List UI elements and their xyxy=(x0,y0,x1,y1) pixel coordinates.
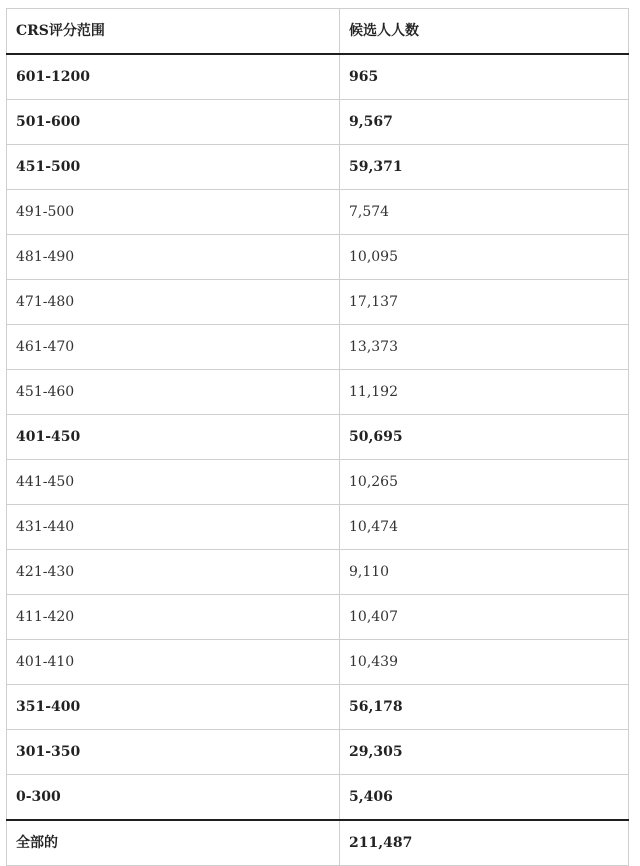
cell-candidate-count: 10,095 xyxy=(340,235,629,280)
cell-candidate-count: 17,137 xyxy=(340,280,629,325)
table-header-row xyxy=(7,9,629,55)
cell-candidate-count: 9,567 xyxy=(340,100,629,145)
table-row xyxy=(7,415,629,460)
cell-candidate-count: 10,407 xyxy=(340,595,629,640)
crs-distribution-table-container xyxy=(6,8,628,866)
cell-candidate-count: 10,265 xyxy=(340,460,629,505)
cell-candidate-count: 59,371 xyxy=(340,145,629,190)
cell-crs-range: 401-410 xyxy=(7,640,340,685)
table-row xyxy=(7,325,629,370)
cell-candidate-count: 50,695 xyxy=(340,415,629,460)
table-row xyxy=(7,775,629,821)
cell-candidate-count: 11,192 xyxy=(340,370,629,415)
cell-candidate-count: 13,373 xyxy=(340,325,629,370)
cell-crs-range: 301-350 xyxy=(7,730,340,775)
cell-candidate-count: 29,305 xyxy=(340,730,629,775)
table-row xyxy=(7,54,629,100)
cell-crs-range: 451-500 xyxy=(7,145,340,190)
header-crs-range: CRS评分范围 xyxy=(7,9,340,55)
cell-crs-range: 451-460 xyxy=(7,370,340,415)
cell-candidate-count: 10,439 xyxy=(340,640,629,685)
table-row xyxy=(7,460,629,505)
cell-crs-range: 441-450 xyxy=(7,460,340,505)
table-row xyxy=(7,190,629,235)
cell-crs-range: 421-430 xyxy=(7,550,340,595)
header-candidate-count: 候选人人数 xyxy=(340,9,629,55)
cell-crs-range: 0-300 xyxy=(7,775,340,821)
table-row xyxy=(7,505,629,550)
cell-candidate-count: 10,474 xyxy=(340,505,629,550)
total-row xyxy=(7,820,629,866)
cell-candidate-count: 56,178 xyxy=(340,685,629,730)
table-row xyxy=(7,370,629,415)
cell-candidate-count: 965 xyxy=(340,54,629,100)
total-label: 全部的 xyxy=(7,820,340,866)
cell-candidate-count: 7,574 xyxy=(340,190,629,235)
table-row xyxy=(7,640,629,685)
cell-crs-range: 601-1200 xyxy=(7,54,340,100)
cell-crs-range: 471-480 xyxy=(7,280,340,325)
table-row xyxy=(7,235,629,280)
table-row xyxy=(7,685,629,730)
cell-crs-range: 491-500 xyxy=(7,190,340,235)
table-row xyxy=(7,145,629,190)
table-row xyxy=(7,100,629,145)
cell-crs-range: 431-440 xyxy=(7,505,340,550)
table-row xyxy=(7,730,629,775)
cell-crs-range: 481-490 xyxy=(7,235,340,280)
table-row xyxy=(7,550,629,595)
table-row xyxy=(7,280,629,325)
cell-crs-range: 501-600 xyxy=(7,100,340,145)
cell-candidate-count: 5,406 xyxy=(340,775,629,821)
total-count: 211,487 xyxy=(340,820,629,866)
table-body xyxy=(7,54,629,820)
cell-candidate-count: 9,110 xyxy=(340,550,629,595)
cell-crs-range: 461-470 xyxy=(7,325,340,370)
cell-crs-range: 351-400 xyxy=(7,685,340,730)
table-row xyxy=(7,595,629,640)
cell-crs-range: 411-420 xyxy=(7,595,340,640)
crs-distribution-table xyxy=(6,8,629,866)
cell-crs-range: 401-450 xyxy=(7,415,340,460)
